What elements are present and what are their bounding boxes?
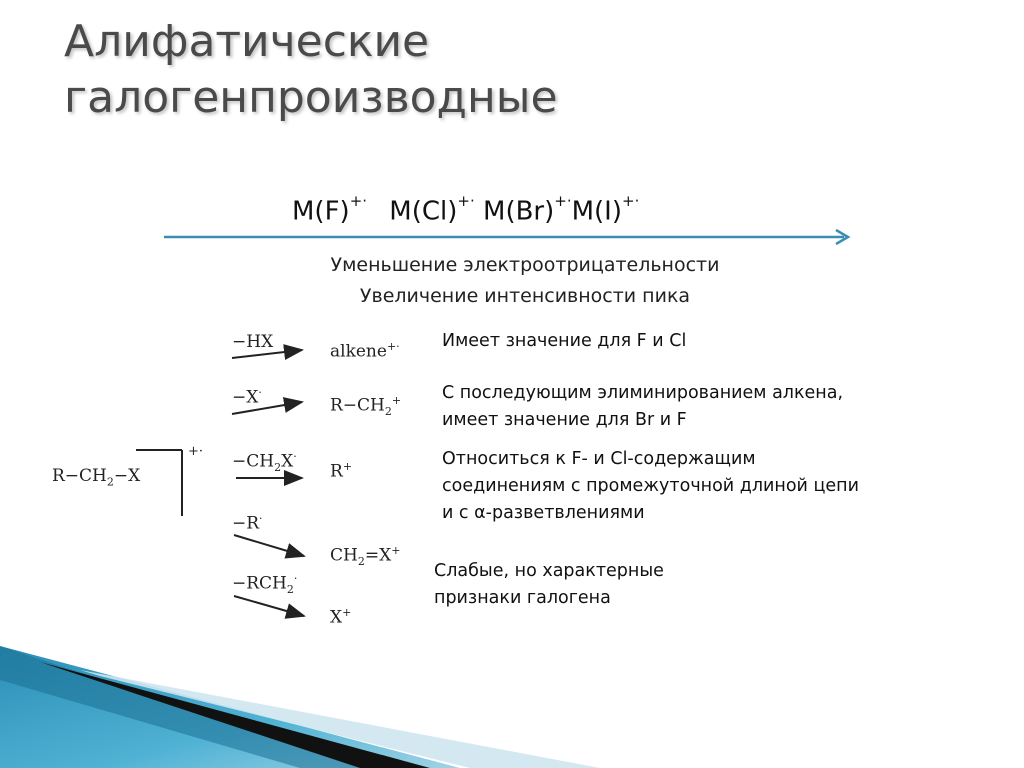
product-r: R+: [330, 460, 353, 482]
note-halogen-line-2: признаки галогена: [434, 588, 611, 608]
ion-i: M(I): [571, 196, 622, 227]
loss-x-radical: −X·: [232, 386, 262, 408]
decorative-wave: [0, 640, 620, 768]
trend-caption-2: Увеличение интенсивности пика: [359, 285, 691, 307]
molecule-charge: +·: [188, 444, 204, 459]
loss-rch2-radical: $-RCH_2^\cdot$: [232, 572, 298, 597]
product-x: X+: [330, 606, 352, 628]
note-hx-line-1: Имеет значение для F и Cl: [442, 331, 687, 351]
ion-series: [292, 192, 640, 227]
note-x: [442, 380, 843, 434]
note-hx: [442, 328, 686, 355]
trend-caption-1: Уменьшение электроотрицательности: [330, 254, 720, 276]
slide-title-line-1: Алифатические: [64, 16, 430, 67]
loss-r-radical: −R·: [232, 512, 263, 534]
ion-i-charge: +·: [622, 192, 640, 210]
arrow-4: [234, 535, 304, 556]
note-halogen: [434, 558, 664, 612]
product-alkene: alkene+·: [330, 340, 400, 362]
ion-cl-charge: +·: [457, 192, 475, 210]
note-halogen-line-1: Слабые, но характерные: [434, 561, 664, 581]
ion-cl: M(Cl): [389, 196, 458, 227]
note-ch2x: [442, 446, 859, 527]
ion-br: M(Br): [483, 196, 555, 227]
note-x-line-1: С последующим элиминированием алкена,: [442, 383, 844, 403]
note-ch2x-line-2: соединениям с промежуточной длиной цепи: [442, 476, 859, 496]
note-x-line-2: имеет значение для Br и F: [442, 410, 687, 430]
ion-br-charge: +·: [554, 192, 572, 210]
ion-f-charge: +·: [349, 192, 368, 210]
slide-title-line-2: галогенпроизводные: [64, 72, 558, 123]
product-ch2x: $CH_2=X^+$: [330, 544, 401, 569]
arrow-5: [234, 596, 304, 616]
product-rch2: $R-CH_2^+$: [330, 394, 402, 419]
molecule-label: $R-CH_2-X$: [52, 466, 141, 489]
note-ch2x-line-1: Относиться к F- и Cl-содержащим: [442, 449, 756, 469]
trend-arrow: [164, 226, 854, 248]
slide-title: [64, 14, 558, 126]
loss-ch2x-radical: $-CH_2X^\cdot$: [232, 450, 297, 475]
loss-hx: −HX: [232, 332, 274, 352]
note-ch2x-line-3: и с α-разветвлениями: [442, 503, 645, 523]
ion-f: M(F): [292, 196, 350, 227]
